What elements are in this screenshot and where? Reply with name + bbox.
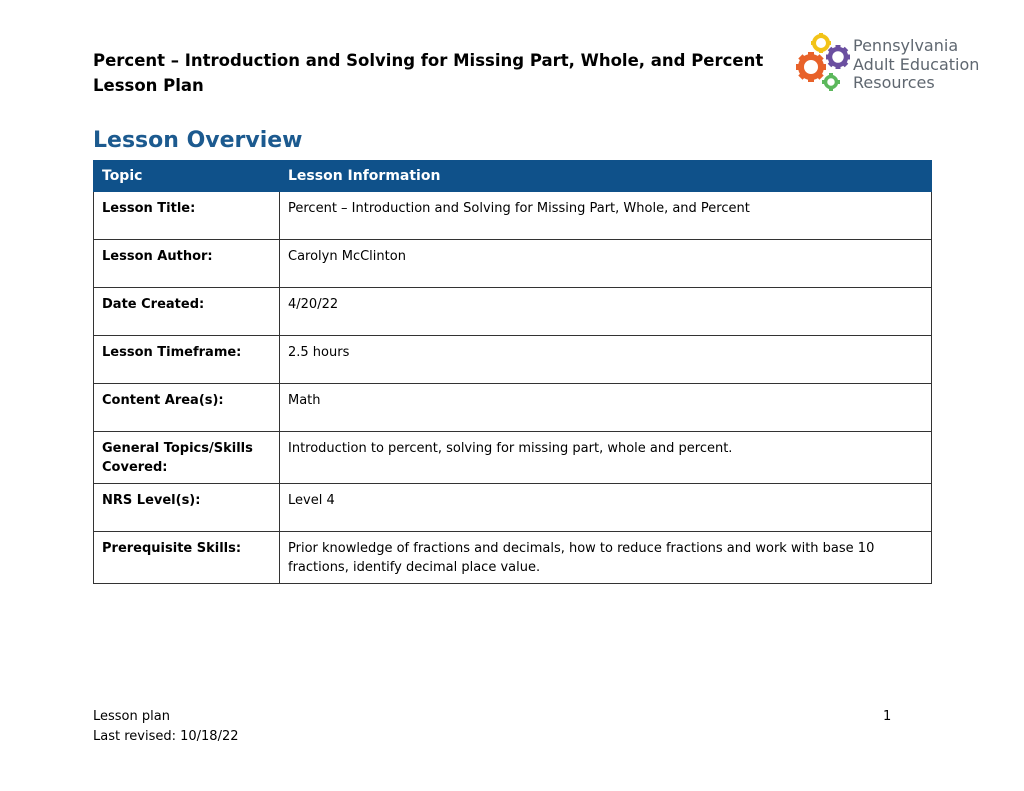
table-row: [94, 532, 932, 584]
row-value: Level 4: [280, 484, 932, 532]
table-header-row: [94, 161, 932, 192]
row-value: 2.5 hours: [280, 336, 932, 384]
footer-doc-type: Lesson plan: [93, 709, 170, 724]
table-row: [94, 240, 932, 288]
row-value: Percent – Introduction and Solving for Missing Part, Whole, and Percent: [280, 192, 932, 240]
purple-gear-icon: [826, 45, 850, 69]
orange-gear-icon: [796, 52, 826, 82]
table-row: [94, 336, 932, 384]
row-label: Lesson Timeframe:: [94, 336, 280, 384]
table-row: [94, 288, 932, 336]
logo-text: [853, 37, 979, 93]
row-label: General Topics/Skills Covered:: [94, 432, 280, 484]
document-title: [93, 48, 773, 98]
table-row: [94, 484, 932, 532]
row-value: Carolyn McClinton: [280, 240, 932, 288]
yellow-gear-icon: [811, 33, 831, 53]
table-row: [94, 384, 932, 432]
header-lesson-information: Lesson Information: [280, 161, 932, 192]
page-number: 1: [883, 709, 892, 724]
row-label: Lesson Title:: [94, 192, 280, 240]
row-label: Prerequisite Skills:: [94, 532, 280, 584]
pa-adult-education-logo: [796, 33, 996, 95]
footer-last-revised: Last revised: 10/18/22: [93, 729, 239, 744]
green-gear-icon: [822, 73, 840, 91]
gears-icon: [796, 33, 852, 95]
table-row: [94, 432, 932, 484]
row-label: Date Created:: [94, 288, 280, 336]
document-title-line1: Percent – Introduction and Solving for Missing Part, Whole, and Percent: [93, 51, 764, 70]
lesson-overview-table: [93, 160, 932, 584]
row-label: NRS Level(s):: [94, 484, 280, 532]
row-value: 4/20/22: [280, 288, 932, 336]
row-label: Lesson Author:: [94, 240, 280, 288]
table-row: [94, 192, 932, 240]
row-value: Introduction to percent, solving for missing part, whole and percent.: [280, 432, 932, 484]
row-label: Content Area(s):: [94, 384, 280, 432]
section-heading: Lesson Overview: [93, 128, 303, 153]
row-value: Math: [280, 384, 932, 432]
footer: [93, 707, 239, 747]
header-topic: Topic: [94, 161, 280, 192]
logo-line1: Pennsylvania: [853, 36, 959, 55]
document-title-line2: Lesson Plan: [93, 76, 204, 95]
logo-line3: Resources: [853, 73, 935, 92]
row-value: Prior knowledge of fractions and decimals, how to reduce fractions and work with base 10 fractions, identify decimal place value.: [280, 532, 932, 584]
logo-line2: Adult Education: [853, 54, 980, 74]
